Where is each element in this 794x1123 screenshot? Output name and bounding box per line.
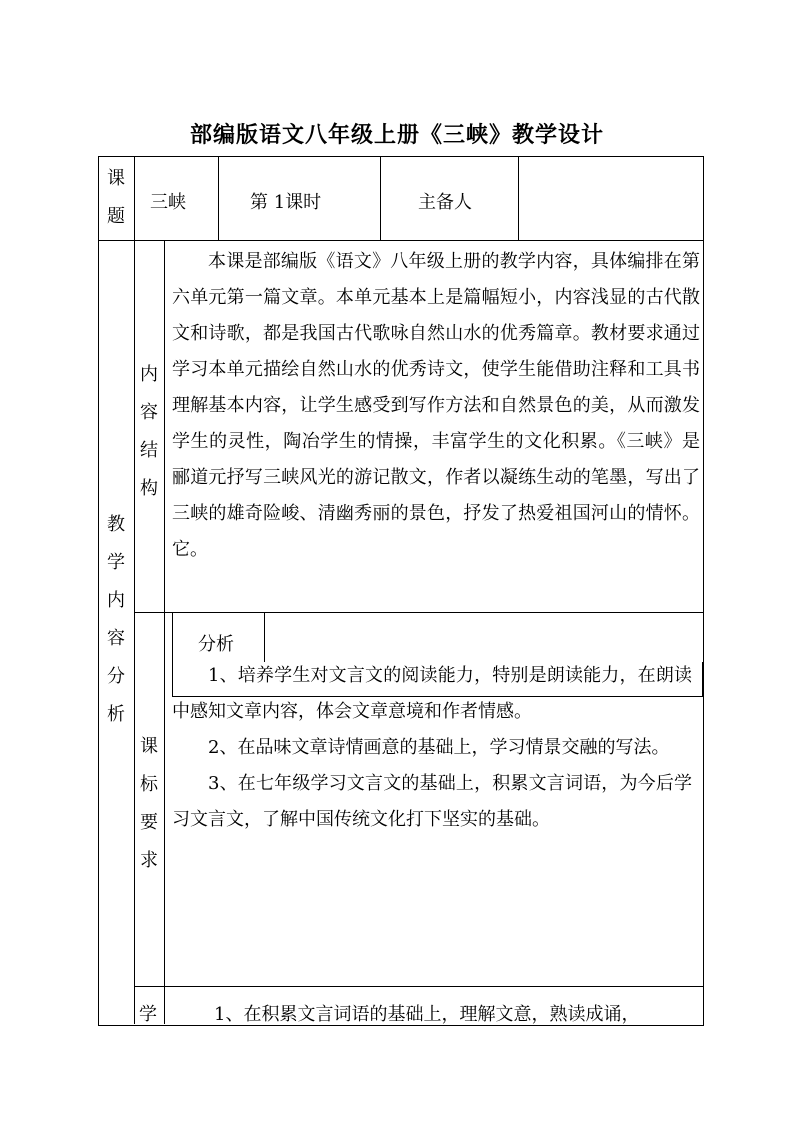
preparer-label: 主备人 (418, 192, 472, 213)
analysis-tag: 分析 (198, 634, 234, 655)
teaching-analysis-label: 教 学 内 容 分 析 (107, 514, 125, 725)
requirements-bottom (134, 986, 704, 987)
objectives-first-item: 1、在积累文言词语的基础上，理解文意，熟读成诵， (214, 1004, 640, 1025)
content-structure-label: 内 容 结 构 (140, 364, 158, 499)
header-col-divider-1 (134, 156, 135, 240)
requirement-item: 3、在七年级学习文言文的基础上，积累文言词语，为今后学习文言文，了解中国传统文化打下坚实的基础。 (172, 773, 692, 830)
requirements-text (172, 658, 692, 838)
requirements-label: 课 标 要 求 (140, 736, 158, 871)
topic-label: 课 题 (107, 168, 125, 227)
content-structure-bottom (134, 612, 704, 613)
requirement-item: 1、培养学生对文言文的阅读能力，特别是朗读能力，在朗读中感知文章内容，体会文章意境和作者情感。 (172, 665, 692, 722)
header-col-divider-4 (518, 156, 519, 240)
body-col-divider-inner (164, 240, 165, 1024)
analysis-tag-right (264, 612, 265, 662)
lesson-period: 第 1课时 (250, 192, 322, 213)
page-title: 部编版语文八年级上册《三峡》教学设计 (189, 122, 604, 148)
header-col-divider-2 (218, 156, 219, 240)
requirement-item: 2、在品味文章诗情画意的基础上，学习情景交融的写法。 (208, 737, 670, 758)
header-row-divider (98, 240, 704, 241)
header-col-divider-3 (380, 156, 381, 240)
lesson-name: 三峡 (150, 192, 186, 213)
content-structure-text: 本课是部编版《语文》八年级上册的教学内容，具体编排在第六单元第一篇文章。本单元基本上是篇幅短小，内容浅显的古代散文和诗歌，都是我国古代歌咏自然山水的优秀篇章。教材要求通过学习本单元描绘自然山水的优秀诗文，使学生能借助注释和工具书理解基本内容，让学生感受到写作方法和自然景色的美，从而激发学生的灵性，陶冶学生的情操，丰富学生的文化积累。《三峡》是郦道元抒写三峡风光的游记散文，作者以凝练生动的笔墨，写出了三峡的雄奇险峻、清幽秀丽的景色，抒发了热爱祖国河山的情怀。它。 (172, 251, 700, 560)
objectives-label: 学 (139, 1004, 157, 1025)
analysis-row-right (702, 662, 703, 696)
